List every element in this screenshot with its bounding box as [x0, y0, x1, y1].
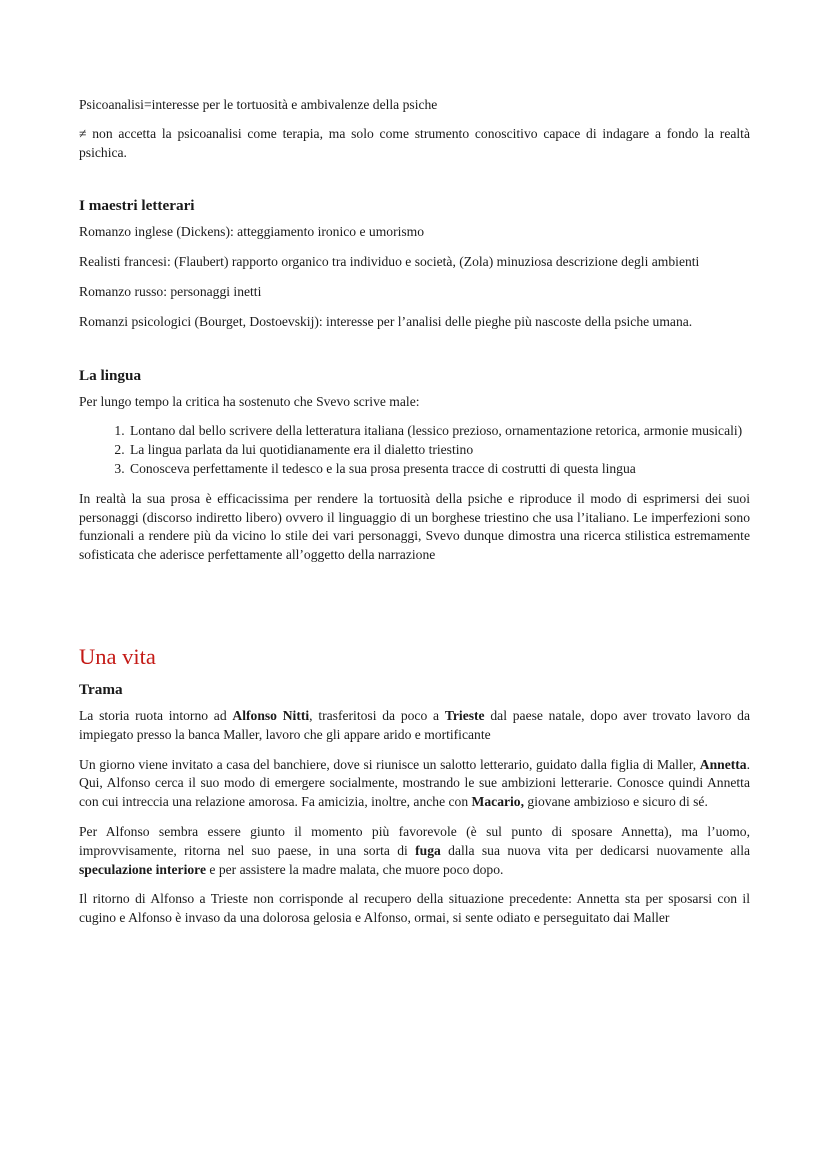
- lingua-conclusion: In realtà la sua prosa è efficacissima per rendere la tortuosità della psiche e riproduce il modo di esprimersi dei suoi personaggi (discorso indiretto libero) ovvero il linguaggio di un borghese triestino che usa l’italiano. Le imperfezioni sono funzionali a rendere più da vicino lo stile dei vari personaggi, Svevo dunque dimostra una ricerca stilistica estremamente sofisticata che aderisce perfettamente all’oggetto della narrazione: [79, 490, 750, 563]
- document-page: [79, 96, 750, 928]
- text-run: e per assistere la madre malata, che muore poco dopo.: [205, 861, 504, 877]
- text-run: . Qui, Alfonso cerca il suo modo di emergere socialmente, mostrando le sue ambizioni letterarie. Conosce quindi Annetta con cui intreccia una relazione amorosa. Fa amicizia, inoltre, anche con: [79, 756, 750, 810]
- trama-paragraph-4: Il ritorno di Alfonso a Trieste non corrisponde al recupero della situazione precedente: Annetta sta per sposarsi con il cugino e Alfonso è invaso da una dolorosa gelosia e Alfonso, ormai, si sente odiato e perseguitato dai Maller: [79, 891, 750, 926]
- heading-maestri-letterari: I maestri letterari: [79, 197, 195, 215]
- bold-trieste: Trieste: [444, 707, 485, 723]
- heading-la-lingua: La lingua: [79, 366, 142, 384]
- maestri-item: Romanzi psicologici (Bourget, Dostoevskij): interesse per l’analisi delle pieghe più nascoste della psiche umana.: [79, 313, 693, 329]
- bold-fuga: fuga: [415, 842, 441, 858]
- section-title-una-vita: Una vita: [79, 643, 156, 669]
- text-run: , trasferitosi da poco a: [309, 707, 445, 723]
- bold-macario: Macario,: [471, 794, 524, 810]
- text-run: dal paese natale, dopo aver trovato lavoro da impiegato presso la banca Maller, lavoro che gli appare arido e mortificante: [79, 707, 751, 742]
- lingua-list-item: 2. La lingua parlata da lui quotidianamente era il dialetto triestino: [128, 441, 750, 460]
- maestri-item: Romanzo russo: personaggi inetti: [79, 283, 262, 299]
- maestri-item: Realisti francesi: (Flaubert) rapporto organico tra individuo e società, (Zola) minuziosa descrizione degli ambienti: [79, 254, 700, 270]
- bold-speculazione-interiore: speculazione interiore: [79, 861, 206, 877]
- maestri-item: Romanzo inglese (Dickens): atteggiamento ironico e umorismo: [79, 224, 425, 240]
- text-run: Un giorno viene invitato a casa del banchiere, dove si riunisce un salotto letterario, guidato dalla figlia di Maller,: [79, 756, 700, 772]
- trama-paragraph-2: [79, 756, 750, 812]
- lingua-intro: Per lungo tempo la critica ha sostenuto che Svevo scrive male:: [79, 393, 420, 409]
- heading-trama: Trama: [79, 680, 123, 698]
- text-run: dalla sua nuova vita per dedicarsi nuovamente alla: [440, 842, 751, 858]
- text-run: giovane ambizioso e sicuro di sé.: [524, 794, 708, 810]
- psicoanalisi-note: ≠ non accetta la psicoanalisi come terapia, ma solo come strumento conoscitivo capace di indagare a fondo la realtà psichica.: [79, 125, 750, 160]
- text-run: La storia ruota intorno ad: [79, 707, 233, 723]
- lingua-list-item: 3. Conosceva perfettamente il tedesco e la sua prosa presenta tracce di costrutti di questa lingua: [128, 460, 750, 479]
- bold-annetta: Annetta: [699, 756, 747, 772]
- psicoanalisi-definition: Psicoanalisi=interesse per le tortuosità e ambivalenze della psiche: [79, 97, 438, 112]
- bold-alfonso-nitti: Alfonso Nitti: [232, 707, 310, 723]
- trama-paragraph-3: [79, 823, 750, 879]
- text-run: Per Alfonso sembra essere giunto il momento più favorevole (è sul punto di sposare Annetta), ma l’uomo, improvvisamente, ritorna nel suo paese, in una sorta di: [79, 823, 750, 858]
- lingua-list-item: 1. Lontano dal bello scrivere della letteratura italiana (lessico prezioso, ornamentazione retorica, armonie musicali): [128, 422, 750, 441]
- lingua-numbered-list: [79, 422, 750, 478]
- trama-paragraph-1: [79, 707, 750, 745]
